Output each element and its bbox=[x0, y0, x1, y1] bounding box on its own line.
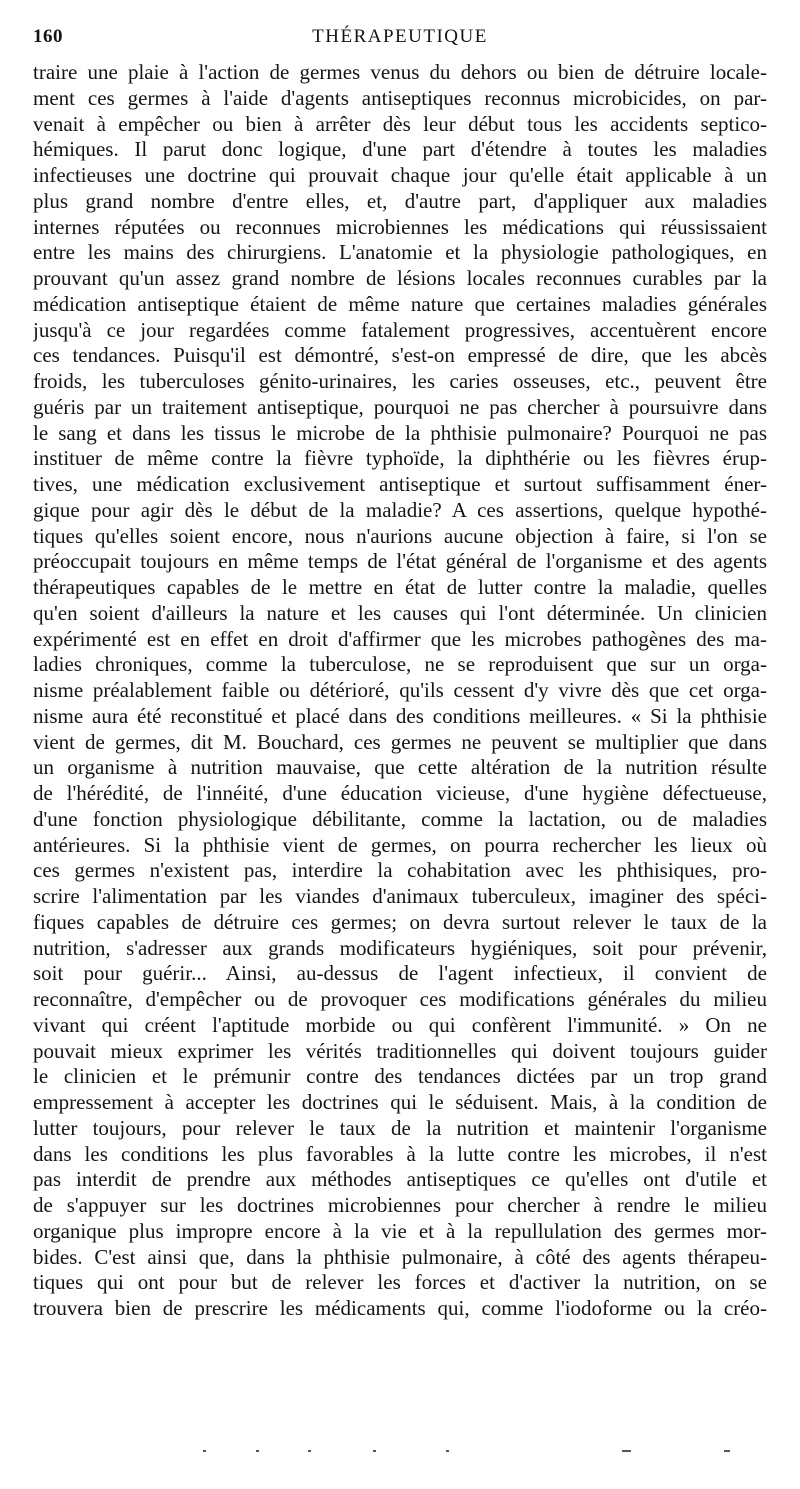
text-line: antérieures. Si la phthisie vient de germes, on pourra rechercher les lieux où bbox=[33, 832, 767, 857]
text-line: jusqu'à ce jour regardées comme fatalement progressives, accentuèrent encore bbox=[33, 317, 767, 342]
text-line: prouvant qu'un assez grand nombre de lésions locales reconnues curables par la bbox=[33, 266, 767, 290]
text-line: hémiques. Il parut donc logique, d'une part d'étendre à toutes les maladies bbox=[33, 137, 767, 162]
running-title: THÉRAPEUTIQUE bbox=[312, 26, 488, 47]
text-line: thérapeutiques capables de le mettre en état de lutter contre la maladie, quelles bbox=[33, 575, 767, 599]
text-line: guéris par un traitement antiseptique, pourquoi ne pas chercher à poursuivre dans bbox=[33, 394, 767, 419]
text-line: le sang et dans les tissus le microbe de la phthisie pulmonaire? Pourquoi ne pas bbox=[33, 420, 767, 445]
footer-printer-marks bbox=[0, 1446, 800, 1456]
text-line: nutrition, s'adresser aux grands modificateurs hygiéniques, soit pour prévenir, bbox=[33, 935, 767, 960]
body-text bbox=[33, 60, 767, 1322]
text-line: un organisme à nutrition mauvaise, que cette altération de la nutrition résulte bbox=[33, 755, 767, 780]
text-line: vivant qui créent l'aptitude morbide ou qui confèrent l'immunité. » On ne bbox=[33, 1012, 767, 1037]
text-line: organique plus impropre encore à la vie et à la repullulation des germes mor- bbox=[33, 1218, 767, 1243]
text-line: traire une plaie à l'action de germes venus du dehors ou bien de détruire locale- bbox=[33, 60, 767, 84]
text-line: ment ces germes à l'aide d'agents antiseptiques reconnus microbicides, on par- bbox=[33, 85, 767, 110]
text-line: trouvera bien de prescrire les médicaments qui, comme l'iodoforme ou la créo- bbox=[33, 1296, 767, 1320]
text-line: préoccupait toujours en même temps de l'état général de l'organisme et des agents bbox=[33, 549, 767, 574]
text-line: internes réputées ou reconnues microbiennes les médications qui réussissaient bbox=[33, 214, 767, 239]
text-line: tiques qu'elles soient encore, nous n'aurions aucune objection à faire, si l'on se bbox=[33, 523, 767, 548]
printer-mark bbox=[446, 1450, 449, 1452]
text-line: ladies chroniques, comme la tuberculose, ne se reproduisent que sur un orga- bbox=[33, 652, 767, 677]
text-line: nisme aura été reconstitué et placé dans des conditions meilleures. « Si la phthisie bbox=[33, 703, 767, 728]
text-line: d'une fonction physiologique débilitante, comme la lactation, ou de maladies bbox=[33, 806, 767, 831]
text-line: expérimenté est en effet en droit d'affirmer que les microbes pathogènes des ma- bbox=[33, 626, 767, 651]
text-line: ces germes n'existent pas, interdire la cohabitation avec les phthisiques, pro- bbox=[33, 858, 767, 883]
text-line: fiques capables de détruire ces germes; on devra surtout relever le taux de la bbox=[33, 909, 767, 934]
text-line: médication antiseptique étaient de même nature que certaines maladies générales bbox=[33, 291, 767, 316]
text-line: ces tendances. Puisqu'il est démontré, s'est-on empressé de dire, que les abcès bbox=[33, 343, 767, 368]
text-line: tiques qui ont pour but de relever les forces et d'activer la nutrition, on se bbox=[33, 1270, 767, 1295]
printer-mark bbox=[256, 1450, 259, 1452]
text-line: gique pour agir dès le début de la maladie? A ces assertions, quelque hypothé- bbox=[33, 497, 767, 522]
page-number: 160 bbox=[33, 26, 63, 47]
text-line: nisme préalablement faible ou détérioré, qu'ils cessent d'y vivre dès que cet orga- bbox=[33, 678, 767, 702]
text-line: lutter toujours, pour relever le taux de la nutrition et maintenir l'organisme bbox=[33, 1115, 767, 1140]
text-line: le clinicien et le prémunir contre des tendances dictées par un trop grand bbox=[33, 1064, 767, 1089]
text-line: tives, une médication exclusivement antiseptique et surtout suffisamment éner- bbox=[33, 472, 767, 496]
text-line: pas interdit de prendre aux méthodes antiseptiques ce qu'elles ont d'utile et bbox=[33, 1167, 767, 1192]
text-line: dans les conditions les plus favorables à la lutte contre les microbes, il n'est bbox=[33, 1141, 767, 1166]
text-line: de s'appuyer sur les doctrines microbiennes pour chercher à rendre le milieu bbox=[33, 1193, 767, 1217]
text-line: de l'hérédité, de l'innéité, d'une éducation vicieuse, d'une hygiène défectueuse, bbox=[33, 781, 767, 805]
text-line: infectieuses une doctrine qui prouvait chaque jour qu'elle était applicable à un bbox=[33, 163, 767, 187]
text-line: bides. C'est ainsi que, dans la phthisie pulmonaire, à côté des agents thérapeu- bbox=[33, 1244, 767, 1269]
printer-mark bbox=[724, 1450, 730, 1452]
text-line: pouvait mieux exprimer les vérités traditionnelles qui doivent toujours guider bbox=[33, 1038, 767, 1063]
text-line: instituer de même contre la fièvre typhoïde, la diphthérie ou les fièvres érup- bbox=[33, 446, 767, 471]
text-line: plus grand nombre d'entre elles, et, d'autre part, d'appliquer aux maladies bbox=[33, 188, 767, 213]
printer-mark bbox=[622, 1450, 631, 1452]
text-line: empressement à accepter les doctrines qui le séduisent. Mais, à la condition de bbox=[33, 1090, 767, 1114]
text-line: venait à empêcher ou bien à arrêter dès leur début tous les accidents septico- bbox=[33, 111, 767, 136]
printer-mark bbox=[373, 1450, 376, 1452]
text-line: entre les mains des chirurgiens. L'anatomie et la physiologie pathologiques, en bbox=[33, 240, 767, 265]
printer-mark bbox=[308, 1450, 311, 1452]
text-line: scrire l'alimentation par les viandes d'animaux tuberculeux, imaginer des spéci- bbox=[33, 884, 767, 908]
page-header bbox=[33, 20, 767, 50]
text-line: reconnaître, d'empêcher ou de provoquer ces modifications générales du milieu bbox=[33, 987, 767, 1011]
text-line: froids, les tuberculoses génito-urinaires, les caries osseuses, etc., peuvent être bbox=[33, 369, 767, 393]
text-line: soit pour guérir... Ainsi, au-dessus de l'agent infectieux, il convient de bbox=[33, 961, 767, 986]
text-line: vient de germes, dit M. Bouchard, ces germes ne peuvent se multiplier que dans bbox=[33, 729, 767, 754]
text-line: qu'en soient d'ailleurs la nature et les causes qui l'ont déterminée. Un clinicien bbox=[33, 600, 767, 625]
printer-mark bbox=[203, 1450, 206, 1452]
